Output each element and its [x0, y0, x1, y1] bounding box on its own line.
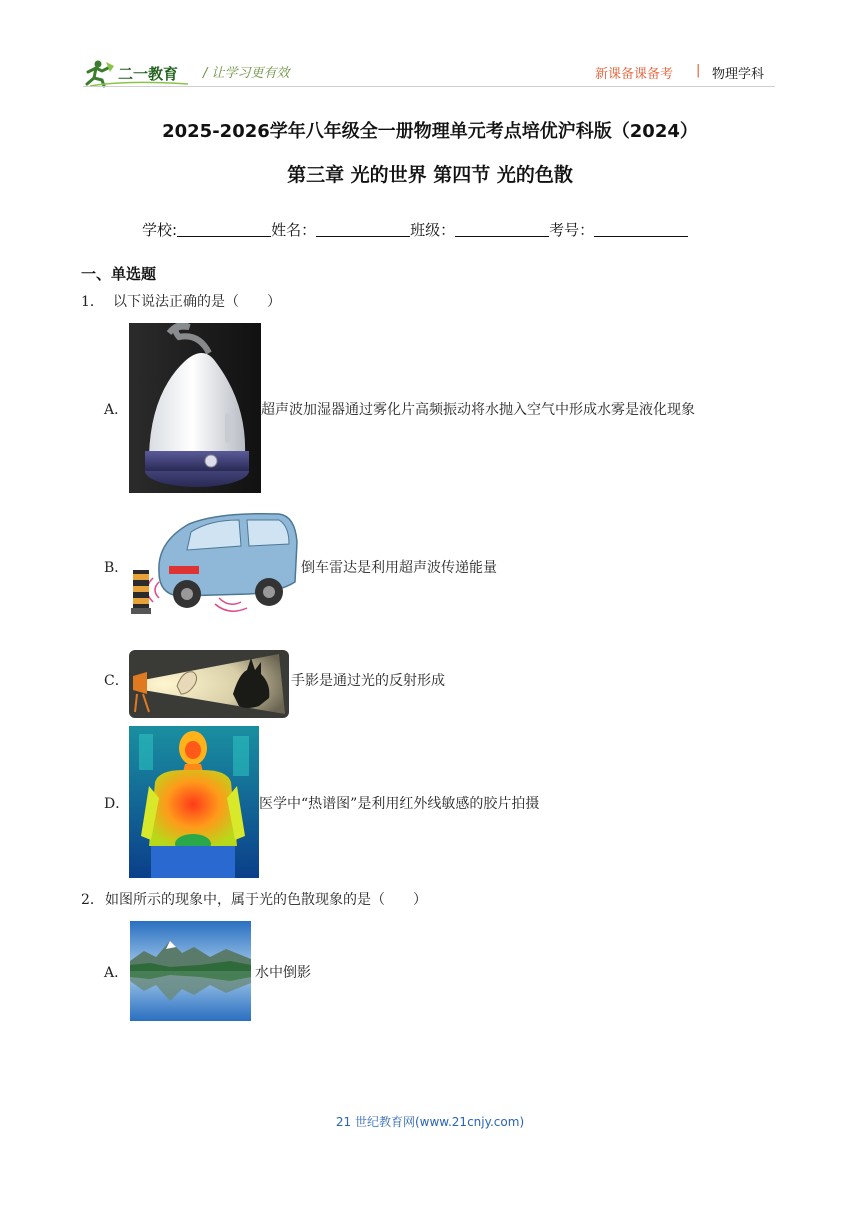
- slogan: / 让学习更有效: [203, 66, 290, 81]
- logo: [84, 58, 194, 88]
- question-1-number: 1．: [81, 294, 104, 310]
- hand-shadow-image: [129, 650, 289, 718]
- class-label: 班级：: [410, 221, 456, 239]
- school-label: 学校:: [142, 221, 178, 239]
- car-radar-image: [129, 512, 298, 622]
- question-2-stem: 如图所示的现象中，属于光的色散现象的是（ ）: [105, 892, 427, 908]
- option-2a-text: 水中倒影: [255, 965, 311, 981]
- name-label: 姓名：: [271, 221, 317, 239]
- header-divider: [83, 86, 775, 87]
- header-separator: |: [696, 63, 701, 78]
- option-1d-text: 医学中“热谱图”是利用红外线敏感的胶片拍摄: [259, 796, 540, 812]
- thermogram-image: [129, 726, 259, 878]
- humidifier-image: [129, 323, 261, 493]
- page-title: 2025-2026学年八年级全一册物理单元考点培优沪科版（2024）: [162, 121, 698, 142]
- school-blank: [177, 222, 271, 237]
- header-course-label: 新课备课备考: [595, 67, 674, 82]
- info-row: [142, 219, 688, 240]
- class-blank: [455, 222, 549, 237]
- option-1c-letter: C．: [104, 673, 129, 689]
- option-1b-letter: B．: [104, 560, 129, 576]
- option-1a-letter: A．: [104, 402, 129, 418]
- question-2-number: 2．: [81, 892, 104, 908]
- number-blank: [594, 222, 688, 237]
- number-label: 考号：: [549, 221, 595, 239]
- header-subject: 物理学科: [712, 67, 765, 82]
- option-1d-letter: D．: [104, 796, 130, 812]
- logo-text: 二一教育: [118, 65, 179, 83]
- option-1b-text: 倒车雷达是利用超声波传递能量: [301, 560, 497, 576]
- option-1a-text: 超声波加湿器通过雾化片高频振动将水抛入空气中形成水雾是液化现象: [261, 402, 695, 418]
- runner-icon: [87, 61, 114, 87]
- option-1c-text: 手影是通过光的反射形成: [291, 673, 445, 689]
- question-1-stem: 以下说法正确的是（ ）: [113, 294, 281, 310]
- page-subtitle: 第三章 光的世界 第四节 光的色散: [287, 164, 573, 186]
- option-2a-letter: A．: [104, 965, 129, 981]
- footer-source[interactable]: 21 世纪教育网(www.21cnjy.com): [335, 1115, 525, 1129]
- section-heading: 一、单选题: [81, 265, 157, 283]
- lake-reflection-image: [130, 921, 251, 1021]
- name-blank: [316, 222, 410, 237]
